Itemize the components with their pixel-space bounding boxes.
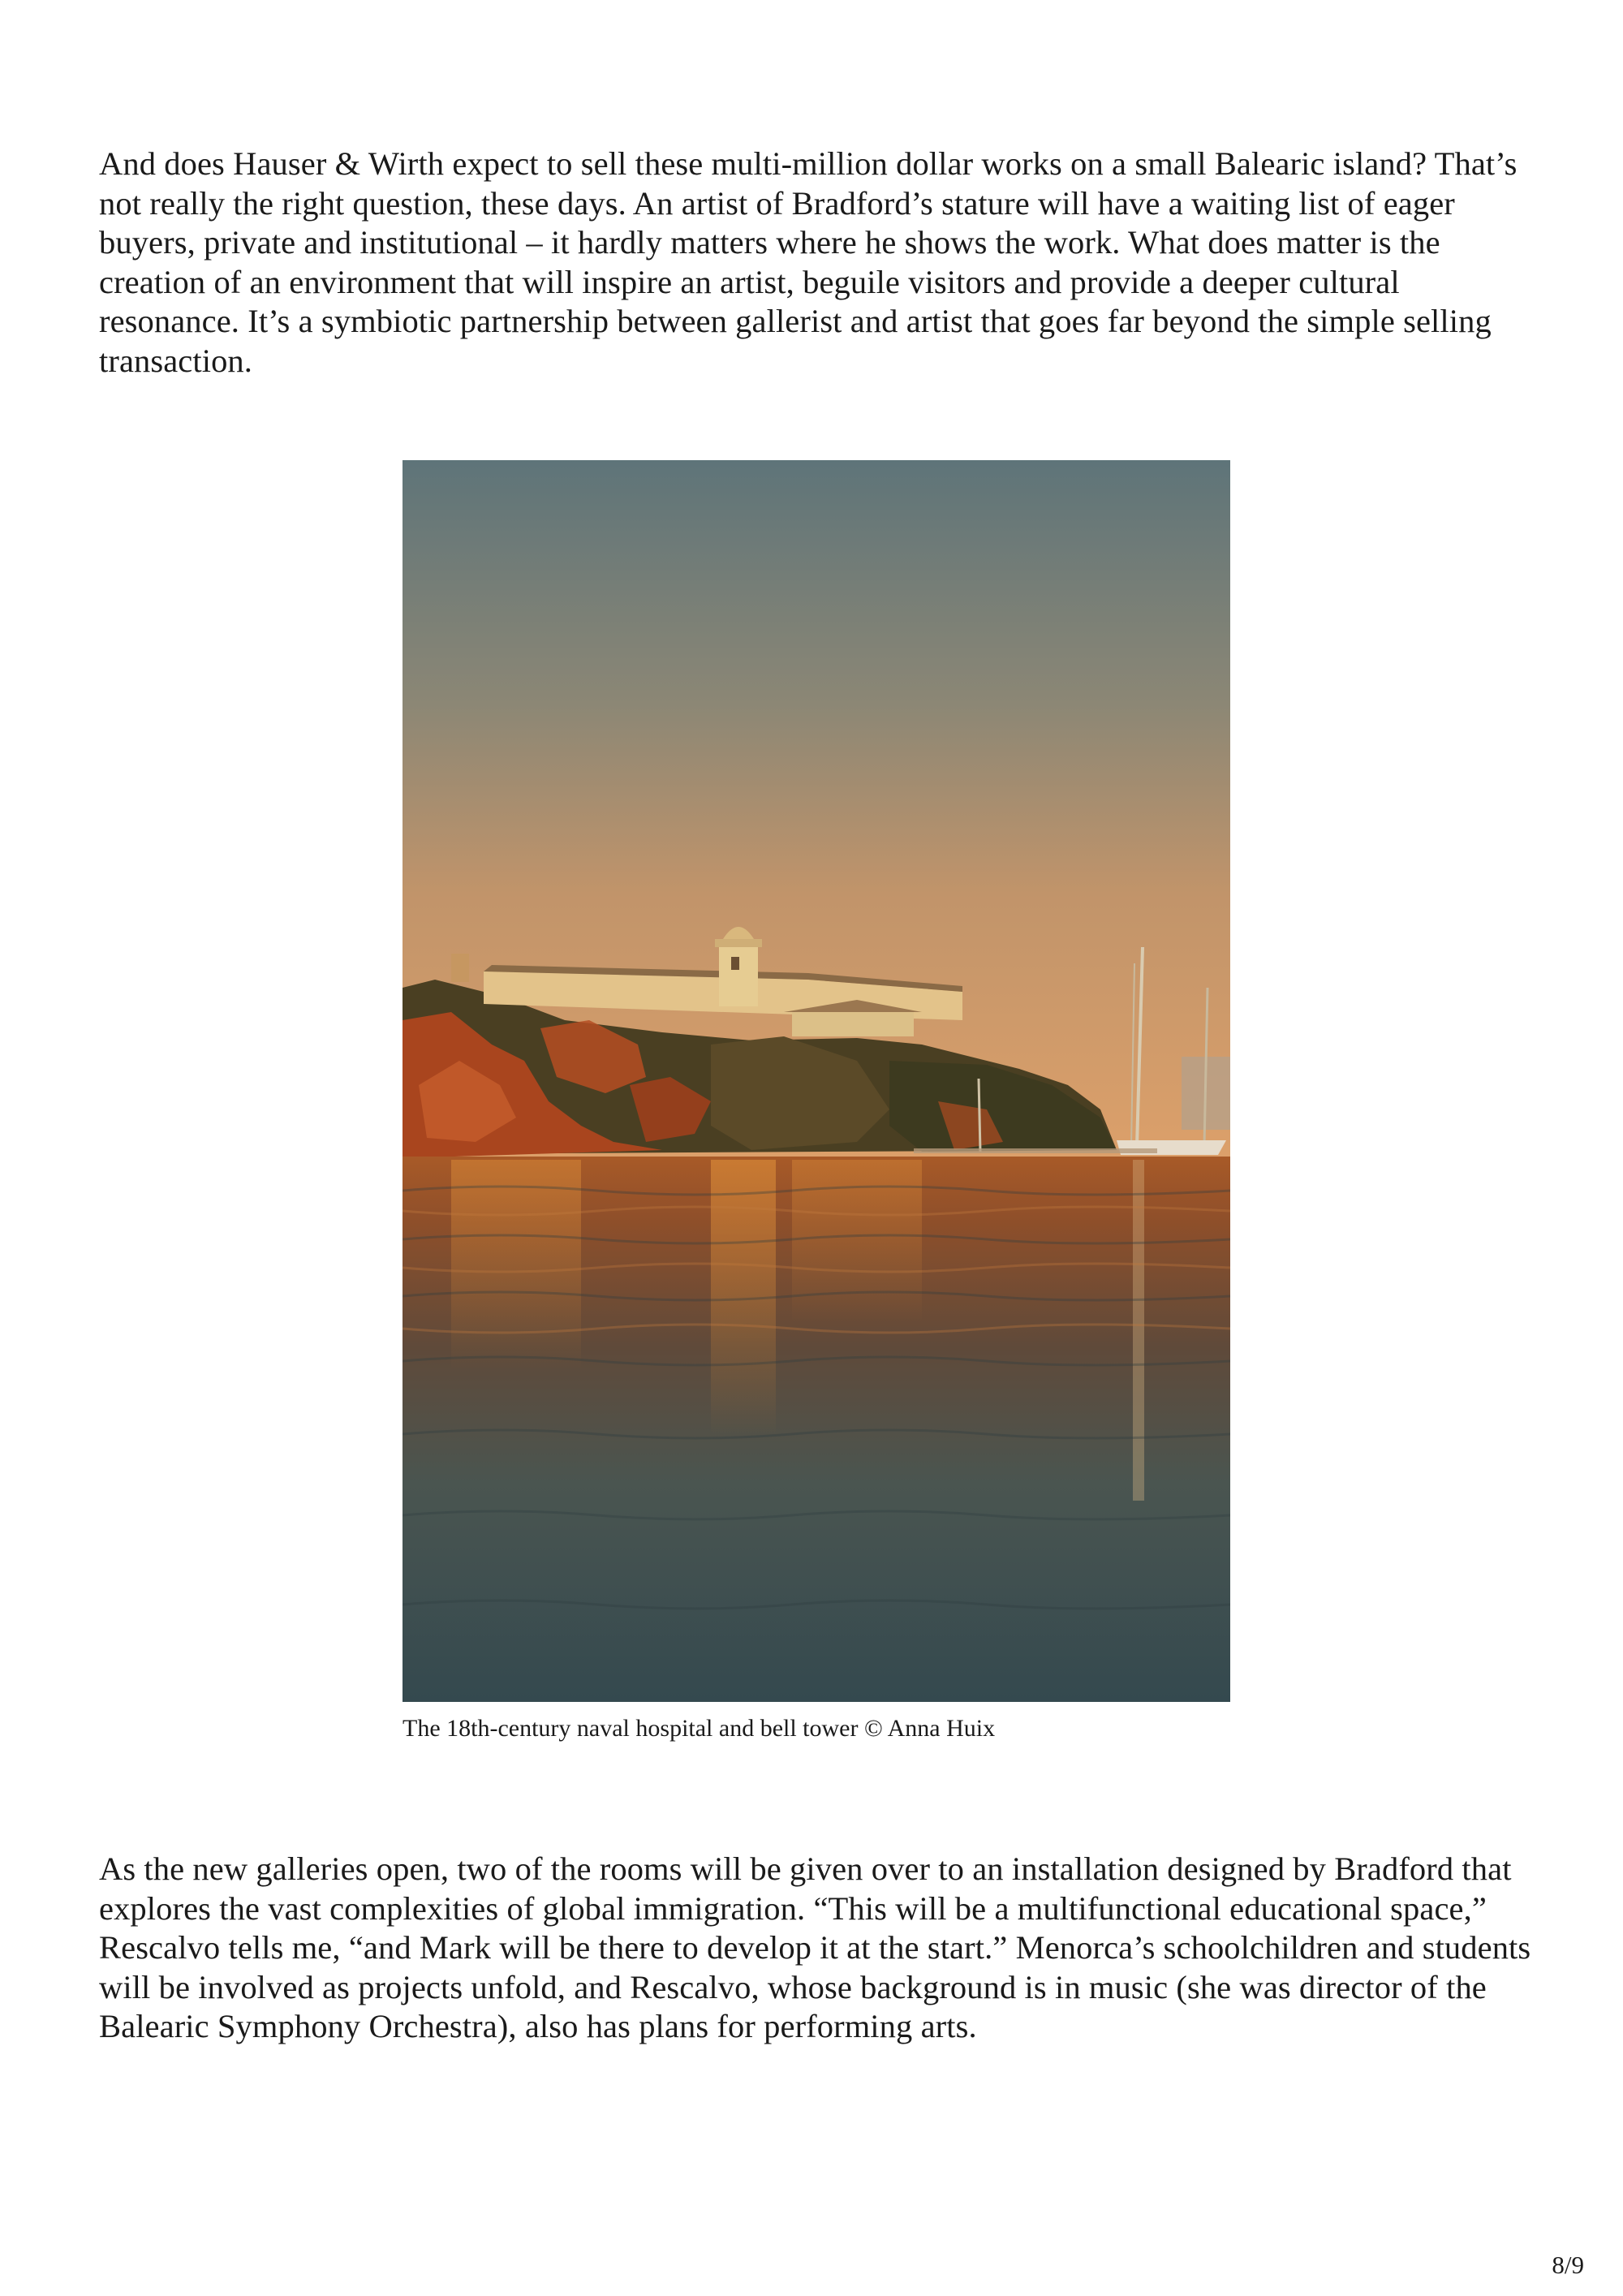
article-paragraph: As the new galleries open, two of the rooms will be given over to an installation designed by Bradford that explores the vast complexities of global immigration. “This will be a multifunctional educational space,” Rescalvo tells me, “and Mark will be there to develop it at the start.” Menorca’s schoolchildren and students will be involved as projects unfold, and Rescalvo, whose background is in music (she was director of the Balearic Symphony Orchestra), also has plans for performing arts. [99,1850,1531,2044]
article-photo [403,460,1230,1702]
page-number: 8/9 [1552,2251,1584,2279]
article-paragraph: And does Hauser & Wirth expect to sell these multi-million dollar works on a small Balearic island? That’s not really the right question, these days. An artist of Bradford’s stature will have a waiting list of eager buyers, private and institutional – it hardly matters where he shows the work. What does matter is the creation of an environment that will inspire an artist, beguile visitors and provide a deeper cultural resonance. It’s a symbiotic partnership between gallerist and artist that goes far beyond the simple selling transaction. [99,145,1518,379]
photo-caption: The 18th-century naval hospital and bell tower © Anna Huix [403,1715,996,1742]
bell-tower [719,946,758,1006]
